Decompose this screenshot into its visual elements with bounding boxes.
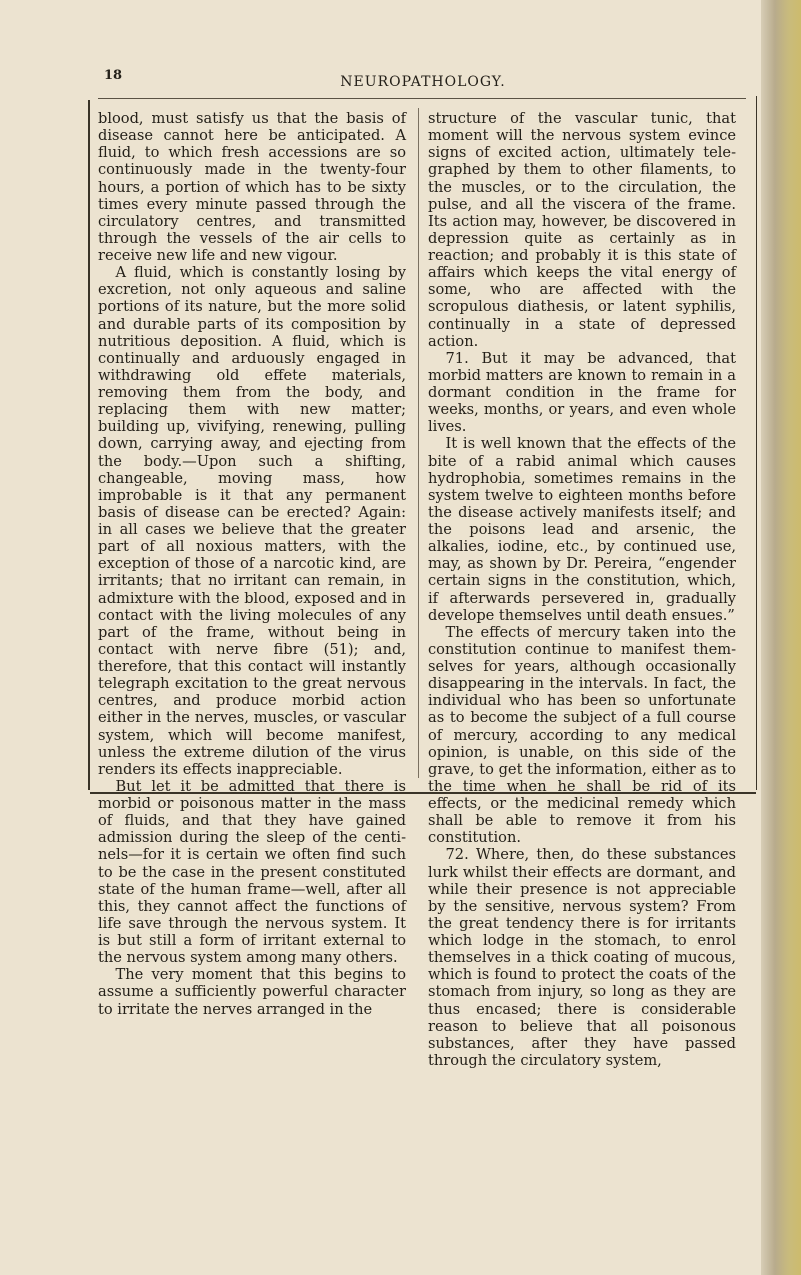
- page-number: 18: [104, 68, 123, 83]
- bottom-rule: [90, 792, 756, 794]
- paragraph: A fluid, which is constantly losing by excretion, not only aqueous and saline portions of its nature, but the more solid and durable parts of its composition by nutritious deposition. A fluid, which is continually and arduously engaged in withdrawing old effete materials, removing them from the body, and replacing them with new matter; building up, vivifying, renewing, pulling down, carrying away, and ejecting from the body.—Upon such a shifting, changeable, moving mass, how improbable is it that any permanent basis of disease can be erected? Again: in all cases we believe that the greater part of all noxious matters, with the exception of those of a narcotic kind, are irritants; that no irritant can remain, in admixture with the blood, exposed and in contact with the living molecules of any part of the frame, without being in contact with nerve fibre (51); and, therefore, that this contact will instantly telegraph excitation to the great nervous centres, and produce morbid action either in the nerves, muscles, or vascular system, which will become manifest, unless the extreme dilution of the virus renders its effects inappreciable.: [98, 264, 406, 778]
- right-column: [428, 110, 736, 1069]
- paragraph: But let it be admitted that there is morbid or poisonous matter in the mass of fluids, and that they have gained admission during the sleep of the centinels—for it is certain we often find such to be the case in the present constituted state of the human frame—well, after all this, they cannot affect the functions of life save through the nervous system. It is but still a form of irritant external to the nervous system among many others.: [98, 777, 406, 967]
- column-divider: [418, 108, 419, 778]
- paragraph: 72. Where, then, do these substances lurk whilst their effects are dormant, and while their presence is not appreciable by the sensitive, nervous system? From the great tendency there is for irritants which lodge in the stomach, to enrol themselves in a thick coating of mucous, which is found to protect the coats of the stomach from injury, so long as they are thus encased; there is considerable reason to believe that all poisonous substances, after they have passed through the circulatory system,: [428, 846, 736, 1069]
- paragraph: It is well known that the effects of the bite of a rabid animal which causes hydrophobia, sometimes remains in the system twelve to eighteen months before the disease actively manifests itself; and the poisons lead and arsenic, the alkalies, iodine, etc., by continued use, may, as shown by Dr. Pereira, “engender certain signs in the constitution, which, if afterwards persevered in, gradually develope themselves until death ensues.”: [428, 435, 736, 624]
- right-margin-rule: [756, 96, 757, 790]
- paragraph: 71. But it may be advanced, that morbid matters are known to remain in a dormant condition in the frame for weeks, months, or years, and even whole lives.: [428, 349, 736, 436]
- header-rule: [98, 98, 746, 99]
- running-head: NEUROPATHOLOGY.: [340, 74, 506, 90]
- paragraph: The very moment that this begins to assume a sufficiently powerful character to irritate the nerves arranged in the: [98, 966, 406, 1018]
- paragraph: structure of the vascular tunic, that moment will the nervous system evince signs of excited action, ultimately telegraphed by them to other filaments, to the muscles, or to the circulation, the pulse, and all the viscera of the frame. Its action may, however, be discovered in depression quite as certainly as in reaction; and probably it is this state of affairs which keeps the vital energy of some, who are affected with the scropulous diathesis, or latent syphilis, continually in a state of depressed action.: [428, 110, 736, 350]
- paragraph: The effects of mercury taken into the constitution continue to manifest themselves for years, although occasionally disappearing in the intervals. In fact, the individual who has been so unfortunate as to become the subject of a full course of mercury, according to any medical opinion, is unable, on this side of the grave, to get the information, either as to the time when he shall be rid of its effects, or the medicinal remedy which shall be able to remove it from his constitution.: [428, 623, 736, 847]
- left-margin-rule: [88, 100, 90, 790]
- book-page: [80, 56, 766, 1069]
- left-column: [98, 110, 406, 1018]
- book-spine-edge: [761, 0, 801, 1275]
- paragraph: blood, must satisfy us that the basis of disease cannot here be anticipated. A fluid, to which fresh accessions are so continuously made in the twenty-four hours, a portion of which has to be sixty times every minute passed through the circulatory centres, and transmitted through the vessels of the air cells to receive new life and new vigour.: [98, 110, 406, 264]
